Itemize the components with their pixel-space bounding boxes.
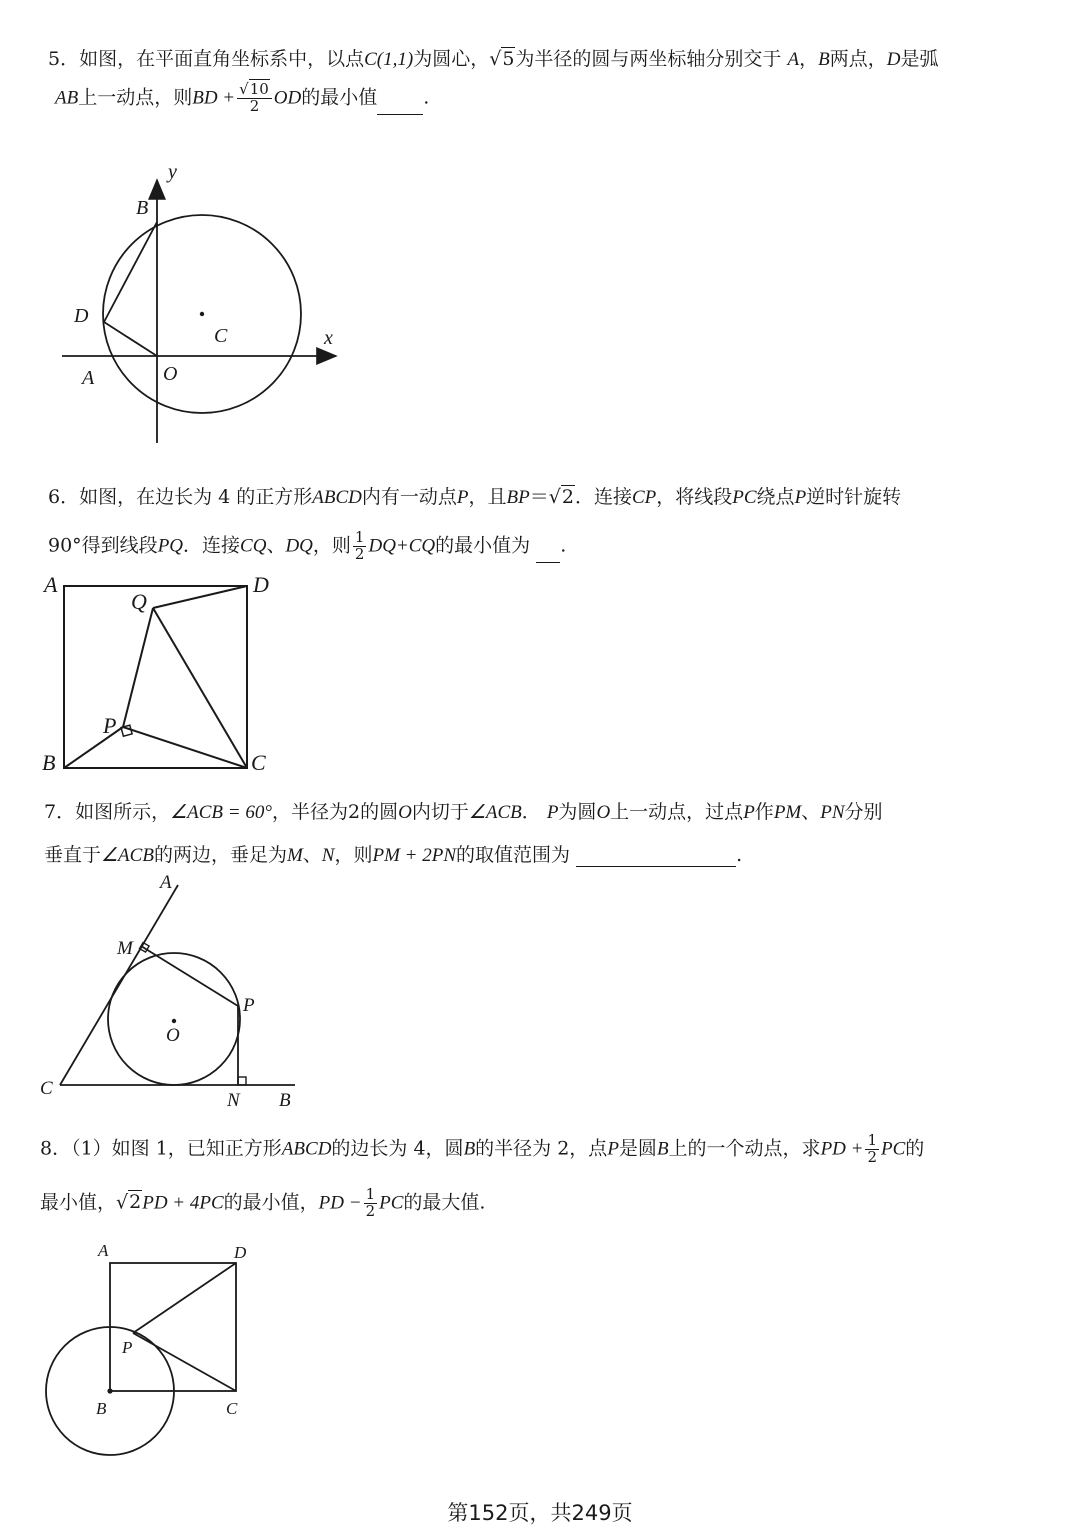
label-b: B	[96, 1399, 107, 1418]
label-p: P	[122, 1338, 133, 1357]
label-x: x	[324, 327, 333, 349]
problem-5-line-1: 5．如图，在平面直角坐标系中，以点C(1,1)为圆心，√5为半径的圆与两坐标轴分别交于 A，B两点，D是弧	[48, 48, 939, 70]
fraction-sqrt10-over-2: $\frac{√10}{2}$	[237, 82, 272, 115]
center-point-c	[200, 312, 204, 316]
right-angle-mark-n	[238, 1077, 246, 1085]
segment-pc	[133, 1333, 236, 1391]
fraction-one-half: $\frac{1}{2}$	[354, 528, 365, 563]
fraction-one-half: $\frac{1}{2}$	[867, 1131, 878, 1166]
right-angle-mark	[121, 725, 132, 736]
problem-8-line-2: 最小值，√2PD + 4PC的最小值，PD − $\frac{1}{2}$ PC的最大值.	[40, 1185, 486, 1220]
label-o: O	[163, 363, 178, 385]
label-y: y	[168, 161, 177, 183]
segment-pd	[133, 1263, 236, 1333]
segment-qd	[153, 586, 247, 608]
label-d: D	[234, 1243, 247, 1262]
fraction-one-half: $\frac{1}{2}$	[365, 1185, 376, 1220]
label-q: Q	[131, 589, 147, 614]
label-c: C	[251, 750, 266, 775]
center-point-o	[172, 1019, 176, 1023]
point-b	[107, 1388, 112, 1393]
label-a: A	[160, 872, 172, 893]
segment-qc	[153, 608, 247, 768]
figure-7	[60, 885, 295, 1085]
square-abcd	[110, 1263, 236, 1391]
problem-5-line-2: AB上一动点，则BD + $\frac{√10}{2}$ OD的最小值 .	[55, 80, 430, 115]
label-b: B	[136, 197, 149, 219]
problem-7-line-1: 7．如图所示，∠ACB = 60°，半径为2的圆O内切于∠ACB． P为圆O上一动点，过点P作PM、PN分别	[44, 801, 883, 823]
label-c: C	[226, 1399, 238, 1418]
figure-8	[46, 1263, 236, 1455]
segment-do	[104, 322, 157, 356]
label-o: O	[166, 1025, 180, 1046]
segment-pc	[123, 727, 247, 768]
label-a: A	[82, 367, 95, 389]
label-a: A	[44, 572, 58, 597]
label-p: P	[243, 995, 255, 1016]
problem-8-line-1: 8．（1）如图 1，已知正方形ABCD的边长为 4，圆B的半径为 2，点P是圆B上的一个动点，求PD + $\frac{1}{2}$ PC的	[40, 1131, 925, 1166]
label-a: A	[98, 1241, 109, 1260]
label-n: N	[227, 1090, 240, 1111]
label-d: D	[74, 305, 89, 327]
label-p: P	[103, 713, 117, 738]
label-c: C	[214, 325, 228, 347]
problem-6-line-2: 90°得到线段PQ．连接CQ、DQ，则 $\frac{1}{2}$ DQ+CQ的最小值为 .	[48, 528, 567, 563]
label-b: B	[279, 1090, 291, 1111]
label-d: D	[253, 572, 269, 597]
label-c: C	[40, 1078, 53, 1099]
figure-6	[64, 586, 247, 768]
segment-pq	[123, 608, 153, 727]
problem-7-line-2: 垂直于∠ACB的两边，垂足为M、N，则PM + 2PN的取值范围为 .	[44, 844, 743, 866]
figure-5	[62, 180, 336, 443]
problem-6-line-1: 6．如图，在边长为 4 的正方形ABCD内有一动点P，且BP＝√2．连接CP，将线段PC绕点P逆时针旋转	[48, 486, 902, 508]
label-b: B	[42, 750, 56, 775]
page-footer: 第152页，共249页	[447, 1501, 633, 1525]
label-m: M	[117, 938, 133, 959]
